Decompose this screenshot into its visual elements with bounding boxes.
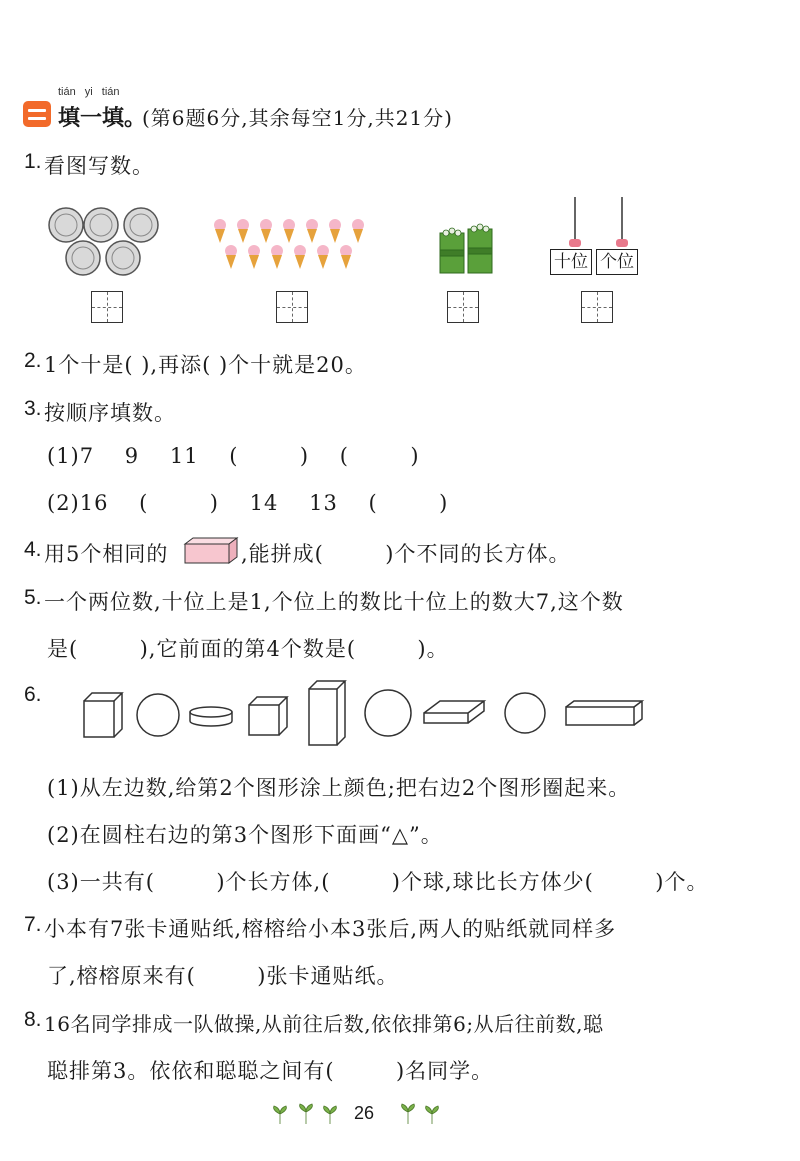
q7-line1: 小本有7张卡通贴纸,榕榕给小本3张后,两人的贴纸就同样多 bbox=[44, 917, 617, 941]
q4-text-before: 用5个相同的 bbox=[44, 542, 169, 566]
q6-part1: (1)从左边数,给第2个图形涂上颜色;把右边2个图形圈起来。 bbox=[47, 776, 631, 800]
footer-sprout-icons-right bbox=[396, 1100, 446, 1128]
q8-line2: 聪排第3。依依和聪聪之间有( )名同学。 bbox=[47, 1059, 494, 1083]
section-pinyin: tián yi tián bbox=[58, 86, 120, 98]
q6-part2: (2)在圆柱右边的第3个图形下面画“△”。 bbox=[47, 823, 443, 847]
shape-cylinder bbox=[190, 707, 232, 726]
q5-line2: 是( ),它前面的第4个数是( )。 bbox=[47, 637, 449, 661]
q4-number: 4. bbox=[24, 538, 42, 561]
q1-text: 看图写数。 bbox=[44, 154, 154, 178]
q6-number: 6. bbox=[24, 683, 42, 706]
shape-cube-1 bbox=[84, 693, 122, 737]
answer-box-sticks[interactable] bbox=[447, 291, 479, 323]
abacus-tens-label: 十位 bbox=[550, 249, 592, 275]
q8-line1: 16名同学排成一队做操,从前往后数,依依排第6;从后往前数,聪 bbox=[44, 1012, 604, 1036]
coins-picture bbox=[49, 208, 158, 275]
q8-number: 8. bbox=[24, 1008, 42, 1031]
q5-number: 5. bbox=[24, 586, 42, 609]
abacus-ones-label: 个位 bbox=[596, 249, 638, 275]
section-number-badge bbox=[23, 101, 51, 127]
q3-part2: (2)16 ( ) 14 13 ( ) bbox=[47, 491, 449, 515]
shape-cube-2 bbox=[249, 697, 287, 735]
section-title: 填一填。 bbox=[58, 106, 147, 131]
cuboid-block-icon bbox=[183, 536, 241, 566]
q7-number: 7. bbox=[24, 913, 42, 936]
shape-ball-3 bbox=[505, 693, 545, 733]
q3-text: 按顺序填数。 bbox=[44, 401, 176, 425]
q3-part1: (1)7 9 11 ( ) ( ) bbox=[47, 444, 420, 468]
ice-cream-picture bbox=[214, 219, 364, 269]
shape-ball-1 bbox=[137, 694, 179, 736]
footer-sprout-icons-left bbox=[268, 1100, 348, 1128]
section-note: (第6题6分,其余每空1分,共21分) bbox=[142, 106, 453, 130]
answer-box-coins[interactable] bbox=[91, 291, 123, 323]
shape-tall-cuboid bbox=[309, 681, 345, 745]
q1-number: 1. bbox=[24, 150, 42, 173]
shape-long-cuboid bbox=[566, 701, 642, 725]
q6-shapes-row bbox=[78, 677, 648, 751]
answer-box-ice-cream[interactable] bbox=[276, 291, 308, 323]
answer-box-abacus[interactable] bbox=[581, 291, 613, 323]
page-number: 26 bbox=[354, 1103, 375, 1123]
q6-part3: (3)一共有( )个长方体,( )个球,球比长方体少( )个。 bbox=[47, 870, 709, 894]
q3-number: 3. bbox=[24, 397, 42, 420]
q7-line2: 了,榕榕原来有( )张卡通贴纸。 bbox=[47, 964, 399, 988]
abacus-picture bbox=[569, 197, 628, 247]
shape-ball-2 bbox=[365, 690, 411, 736]
q4-text-after: ,能拼成( )个不同的长方体。 bbox=[241, 542, 571, 566]
shape-flat-cuboid bbox=[424, 701, 484, 723]
q5-line1: 一个两位数,十位上是1,个位上的数比十位上的数大7,这个数 bbox=[44, 590, 624, 614]
q2-number: 2. bbox=[24, 349, 42, 372]
q2-text: 1个十是( ),再添( )个十就是20。 bbox=[44, 353, 367, 377]
